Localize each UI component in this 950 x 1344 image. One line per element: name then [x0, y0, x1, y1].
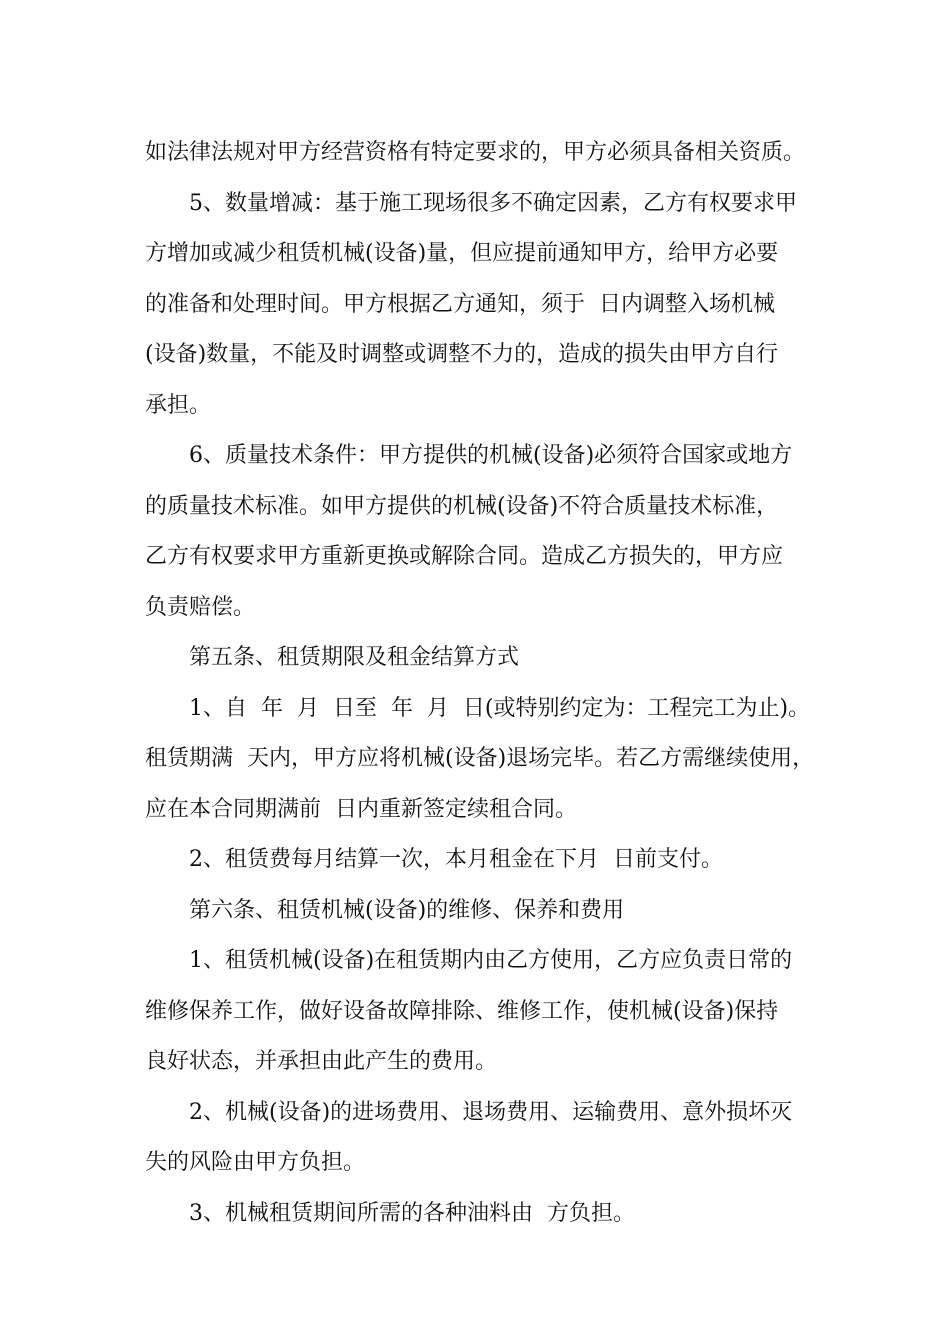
text-line: 6、质量技术条件：甲方提供的机械(设备)必须符合国家或地方	[189, 443, 793, 468]
section-heading: 第五条、租赁期限及租金结算方式	[189, 645, 520, 670]
text-line: 乙方有权要求甲方重新更换或解除合同。造成乙方损失的，甲方应	[145, 544, 784, 569]
text-line: 如法律法规对甲方经营资格有特定要求的，甲方必须具备相关资质。	[145, 140, 806, 165]
text-line: 2、租赁费每月结算一次，本月租金在下月 日前支付。	[189, 847, 723, 872]
text-line: 5、数量增减：基于施工现场很多不确定因素，乙方有权要求甲	[189, 190, 797, 216]
document-body	[145, 128, 835, 1239]
text-line: 应在本合同期满前 日内重新签定续租合同。	[145, 796, 577, 822]
text-line: 维修保养工作，做好设备故障排除、维修工作，使机械(设备)保持	[145, 998, 779, 1024]
text-line: 租赁期满 天内，甲方应将机械(设备)退场完毕。若乙方需继续使用，	[145, 746, 815, 771]
text-line: 负责赔偿。	[145, 594, 256, 620]
text-line: 良好状态，并承担由此产生的费用。	[145, 1049, 498, 1074]
text-line: 3、机械租赁期间所需的各种油料由 方负担。	[189, 1200, 635, 1226]
text-line: 2、机械(设备)的进场费用、退场费用、运输费用、意外损坏灭	[189, 1099, 793, 1125]
text-line: 的准备和处理时间。甲方根据乙方通知，须于 日内调整入场机械	[145, 291, 775, 317]
section-heading: 第六条、租赁机械(设备)的维修、保养和费用	[189, 897, 625, 923]
text-line: 1、自 年 月 日至 年 月 日(或特别约定为：工程完工为止)。	[189, 695, 811, 721]
text-line: 1、租赁机械(设备)在租赁期内由乙方使用，乙方应负责日常的	[189, 948, 793, 973]
text-line: 的质量技术标准。如甲方提供的机械(设备)不符合质量技术标准，	[145, 493, 779, 519]
text-line: 失的风险由甲方负担。	[145, 1150, 366, 1175]
text-line: (设备)数量，不能及时调整或调整不力的，造成的损失由甲方自行	[145, 342, 779, 367]
text-line: 方增加或减少租赁机械(设备)量，但应提前通知甲方，给甲方必要	[145, 241, 779, 266]
text-line: 承担。	[145, 392, 212, 418]
